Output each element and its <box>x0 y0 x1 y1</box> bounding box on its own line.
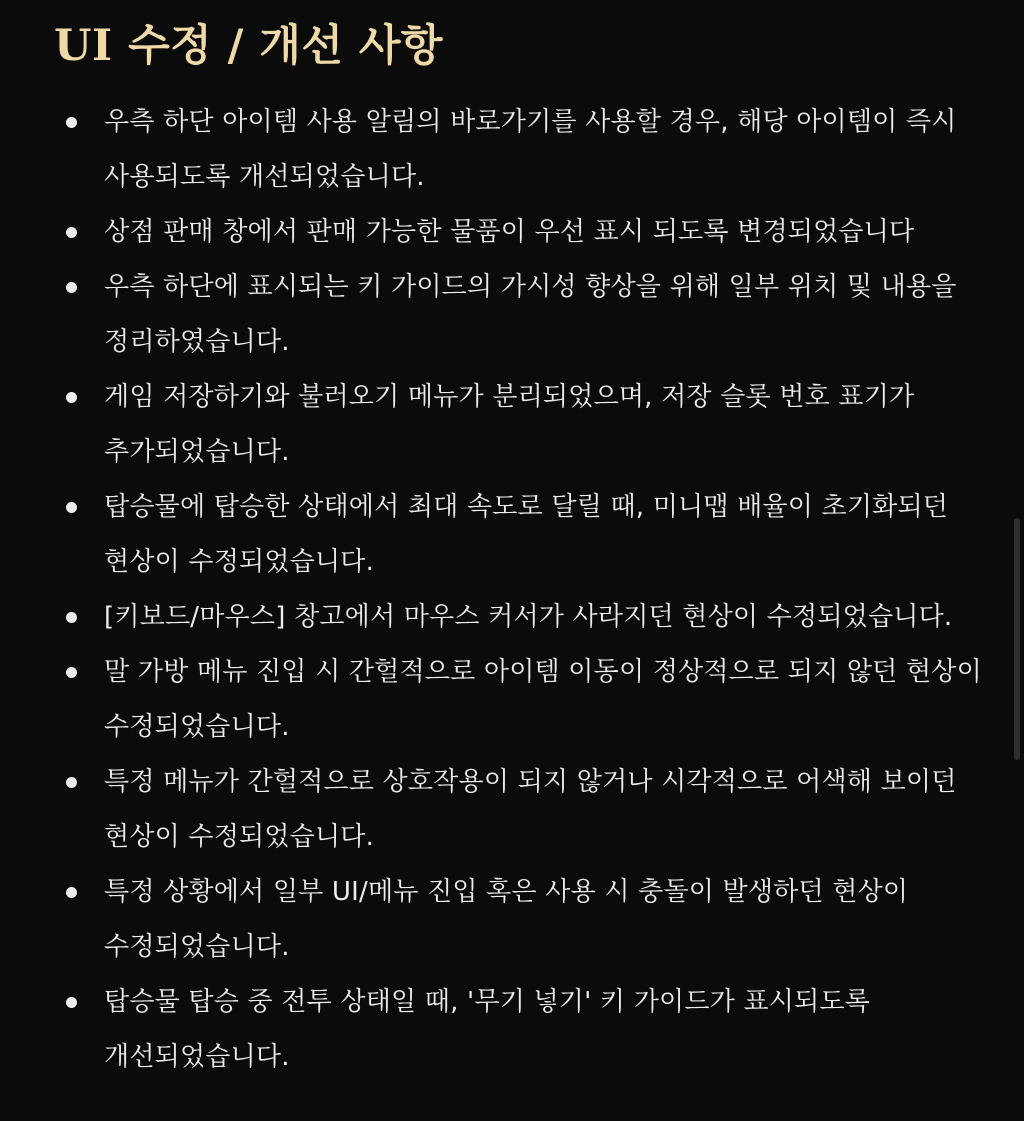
note-text: 특정 상황에서 일부 UI/메뉴 진입 혹은 사용 시 충돌이 발생하던 현상이 <box>104 877 909 907</box>
vertical-scrollbar[interactable] <box>1010 0 1024 1121</box>
list-item <box>0 370 1010 480</box>
note-text: 게임 저장하기와 불러오기 메뉴가 분리되었으며, 저장 슬롯 번호 표기가 <box>104 382 915 412</box>
list-item <box>0 865 1010 975</box>
note-text: 정리하였습니다. <box>104 327 290 357</box>
note-text: 탑승물 탑승 중 전투 상태일 때, '무기 넣기' 키 가이드가 표시되도록 <box>104 987 871 1017</box>
bullet-icon <box>66 117 77 128</box>
list-item <box>0 755 1010 865</box>
bullet-icon <box>66 612 77 623</box>
bullet-icon <box>66 667 77 678</box>
list-item <box>0 480 1010 590</box>
bullet-icon <box>66 282 77 293</box>
list-item <box>0 205 1010 260</box>
note-text: 특정 메뉴가 간헐적으로 상호작용이 되지 않거나 시각적으로 어색해 보이던 <box>104 767 957 797</box>
bullet-icon <box>66 777 77 788</box>
note-text: 개선되었습니다. <box>104 1042 290 1072</box>
bullet-icon <box>66 997 77 1008</box>
note-text: 현상이 수정되었습니다. <box>104 547 375 577</box>
note-text: 사용되도록 개선되었습니다. <box>104 162 425 192</box>
bullet-icon <box>66 392 77 403</box>
note-text: 말 가방 메뉴 진입 시 간헐적으로 아이템 이동이 정상적으로 되지 않던 현상이 <box>104 657 982 687</box>
bullet-icon <box>66 887 77 898</box>
note-text: [키보드/마우스] 창고에서 마우스 커서가 사라지던 현상이 수정되었습니다. <box>104 602 953 632</box>
list-item <box>0 645 1010 755</box>
list-item <box>0 260 1010 370</box>
bullet-icon <box>66 502 77 513</box>
note-text: 탑승물에 탑승한 상태에서 최대 속도로 달릴 때, 미니맵 배율이 초기화되던 <box>104 492 949 522</box>
note-text: 우측 하단 아이템 사용 알림의 바로가기를 사용할 경우, 해당 아이템이 즉시 <box>104 107 957 137</box>
note-text: 현상이 수정되었습니다. <box>104 822 375 852</box>
note-text: 우측 하단에 표시되는 키 가이드의 가시성 향상을 위해 일부 위치 및 내용을 <box>104 272 957 302</box>
note-text: 상점 판매 창에서 판매 가능한 물품이 우선 표시 되도록 변경되었습니다 <box>104 217 915 247</box>
note-text: 수정되었습니다. <box>104 932 290 962</box>
notes-list <box>0 95 1010 1085</box>
bullet-icon <box>66 227 77 238</box>
list-item <box>0 975 1010 1085</box>
scrollbar-thumb[interactable] <box>1014 518 1020 760</box>
list-item <box>0 95 1010 205</box>
section-title: UI 수정 / 개선 사항 <box>54 21 443 71</box>
note-text: 수정되었습니다. <box>104 712 290 742</box>
list-item <box>0 590 1010 645</box>
note-text: 추가되었습니다. <box>104 437 290 467</box>
